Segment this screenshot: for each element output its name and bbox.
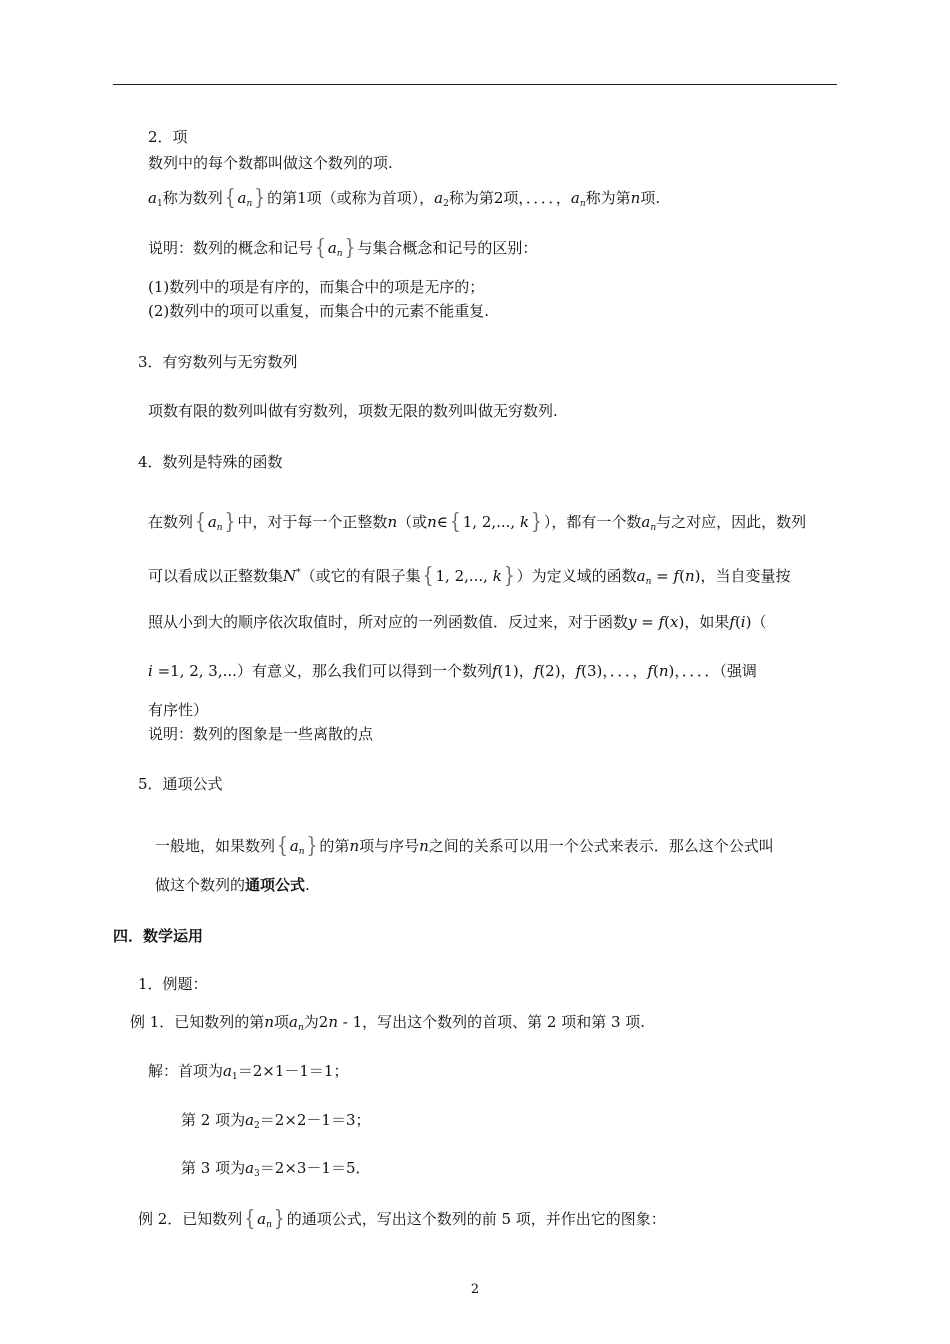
section-2-note: 说明：数列的概念和记号 { $a_n$ } 与集合概念和记号的区别： [148,235,538,261]
section-4-line-3: 照从小到大的顺序依次取值时，所对应的一列函数值．反过来，对于函数y = f(x)，如果f(i)（ [148,613,767,631]
section-2-item-2: (2)数列中的项可以重复，而集合中的元素不能重复. [148,302,490,320]
section-3-heading: 3．有穷数列与无穷数列 [138,353,298,371]
header-rule [113,84,837,85]
section-2-terms-line: $a_1$称为数列 { $a_n$ } 的第1项（或称为首项），$a_2$称为第2项，．．．．，$a_n$称为第n项. [148,185,661,211]
section-5-heading: 5．通项公式 [138,775,223,793]
section-2-item-1: (1)数列中的项是有序的，而集合中的项是无序的； [148,278,485,296]
solution-line-3: 第 3 项为$a_3=2\times 3-1=5$． [181,1159,371,1179]
section-4-line-1: 在数列 { $a_n$ } 中，对于每一个正整数n（或n∈ { 1, 2,..., k } ），都有一个数$a_n$与之对应，因此，数列 [148,509,807,535]
examples-heading: 1．例题： [138,975,208,993]
section-4-line-2: 可以看成以正整数集N*（或它的有限子集 { 1, 2,..., k } ）为定义域的函数$a_n = f(n)$，当自变量按 [148,563,791,589]
section-4-line-4: i =1, 2, 3,...）有意义，那么我们可以得到一个数列f(1)，f(2)，f(3)，．．．，f(n)，．．．．（强调 [148,662,757,680]
solution-line-2: 第 2 项为$a_2=2\times 2-1=3$； [181,1111,371,1131]
section-3-definition: 项数有限的数列叫做有穷数列，项数无限的数列叫做无穷数列. [148,402,558,420]
section-4-heading: 4．数列是特殊的函数 [138,453,283,471]
solution-line-1: 解：首项为$a_1=2\times 1-1=1$； [148,1062,349,1082]
section-4-line-5: 有序性） [148,701,209,719]
section-5-line-1: 一般地，如果数列 { $a_n$ } 的第n项与序号n之间的关系可以用一个公式来表示．那么这个公式叫 [155,833,774,859]
page-number: 2 [470,1282,480,1297]
term-general-formula: 通项公式 [245,876,306,894]
example-1: 例 1．已知数列的第n项$a_n$为2n - 1，写出这个数列的首项、第 2 项和第 3 项. [130,1013,646,1033]
example-2: 例 2．已知数列 { $a_n$ } 的通项公式，写出这个数列的前 5 项，并作出它的图象： [138,1206,666,1232]
section-math-heading: 四．数学运用 [113,927,204,945]
section-5-line-2: 做这个数列的通项公式. [155,876,310,894]
section-2-heading: 2．项 [148,128,188,146]
section-4-note: 说明：数列的图象是一些离散的点 [148,725,374,743]
section-2-definition: 数列中的每个数都叫做这个数列的项. [148,154,393,172]
